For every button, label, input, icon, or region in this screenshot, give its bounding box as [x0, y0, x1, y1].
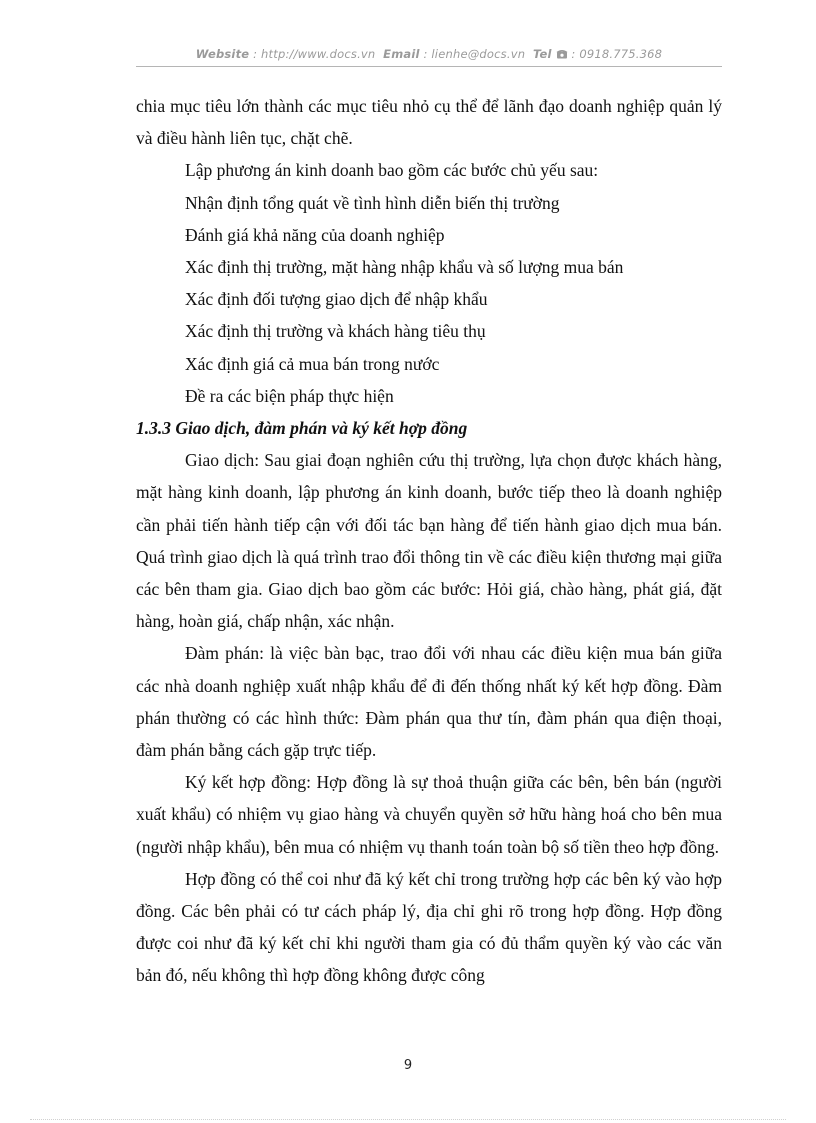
- page-header: [136, 47, 722, 62]
- website-label: Website: [195, 47, 250, 61]
- tel-value: : 0918.775.368: [567, 47, 663, 61]
- plan-step: Đánh giá khả năng của doanh nghiệp: [185, 224, 445, 245]
- paragraph-hop-dong: Hợp đồng có thể coi như đã ký kết chỉ trong trường hợp các bên ký vào hợp đồng. Các bên phải có tư cách pháp lý, địa chỉ ghi rõ trong hợp đồng. Hợp đồng được coi như đã ký kết chỉ khi người tham gia có đủ thẩm quyền ký vào các văn bản đó, nếu không thì hợp đồng không được công: [136, 868, 722, 986]
- page-bottom-border: [30, 1119, 786, 1120]
- paragraph-ky-ket: Ký kết hợp đồng: Hợp đồng là sự thoả thuận giữa các bên, bên bán (người xuất khẩu) có nhiệm vụ giao hàng và chuyển quyền sở hữu hàng hoá cho bên mua (người nhập khẩu), bên mua có nhiệm vụ thanh toán toàn bộ số tiền theo hợp đồng.: [136, 772, 722, 857]
- paragraph-dam-phan: Đàm phán: là việc bàn bạc, trao đổi với nhau các điều kiện mua bán giữa các nhà doanh nghiệp xuất nhập khẩu để đi đến thống nhất ký kết hợp đồng. Đàm phán thường có các hình thức: Đàm phán qua thư tín, đàm phán qua điện thoại, đàm phán bằng cách gặp trực tiếp.: [136, 643, 722, 761]
- plan-intro: Lập phương án kinh doanh bao gồm các bước chủ yếu sau:: [185, 160, 599, 181]
- plan-step: Nhận định tổng quát về tình hình diễn biến thị trường: [185, 192, 560, 213]
- header-divider: [136, 66, 722, 67]
- plan-step: Xác định thị trường và khách hàng tiêu thụ: [185, 321, 486, 342]
- tel-label: Tel: [532, 47, 552, 61]
- intro-paragraph: chia mục tiêu lớn thành các mục tiêu nhỏ cụ thể để lãnh đạo doanh nghiệp quản lý và điều hành liên tục, chặt chẽ.: [136, 96, 722, 149]
- paragraph-giao-dich: Giao dịch: Sau giai đoạn nghiên cứu thị trường, lựa chọn được khách hàng, mặt hàng kinh doanh, lập phương án kinh doanh, bước tiếp theo là doanh nghiệp cần phải tiến hành tiếp cận với đối tác bạn hàng để tiến hành giao dịch mua bán. Quá trình giao dịch là quá trình trao đổi thông tin về các điều kiện thương mại giữa các bên tham gia. Giao dịch bao gồm các bước: Hỏi giá, chào hàng, phát giá, đặt hàng, hoàn giá, chấp nhận, xác nhận.: [136, 450, 722, 632]
- plan-step: Xác định thị trường, mặt hàng nhập khẩu và số lượng mua bán: [185, 257, 624, 278]
- document-body: [136, 90, 722, 992]
- plan-step: Xác định giá cả mua bán trong nước: [185, 353, 440, 374]
- plan-step: Xác định đối tượng giao dịch để nhập khẩu: [185, 289, 488, 310]
- page-number: 9: [403, 1058, 413, 1073]
- email-value: : lienhe@docs.vn: [419, 47, 526, 61]
- website-value: : http://www.docs.vn: [249, 47, 376, 61]
- section-heading: 1.3.3 Giao dịch, đàm phán và ký kết hợp đồng: [136, 418, 468, 439]
- email-label: Email: [383, 47, 420, 61]
- phone-icon: [556, 48, 568, 62]
- plan-step: Đề ra các biện pháp thực hiện: [185, 385, 394, 406]
